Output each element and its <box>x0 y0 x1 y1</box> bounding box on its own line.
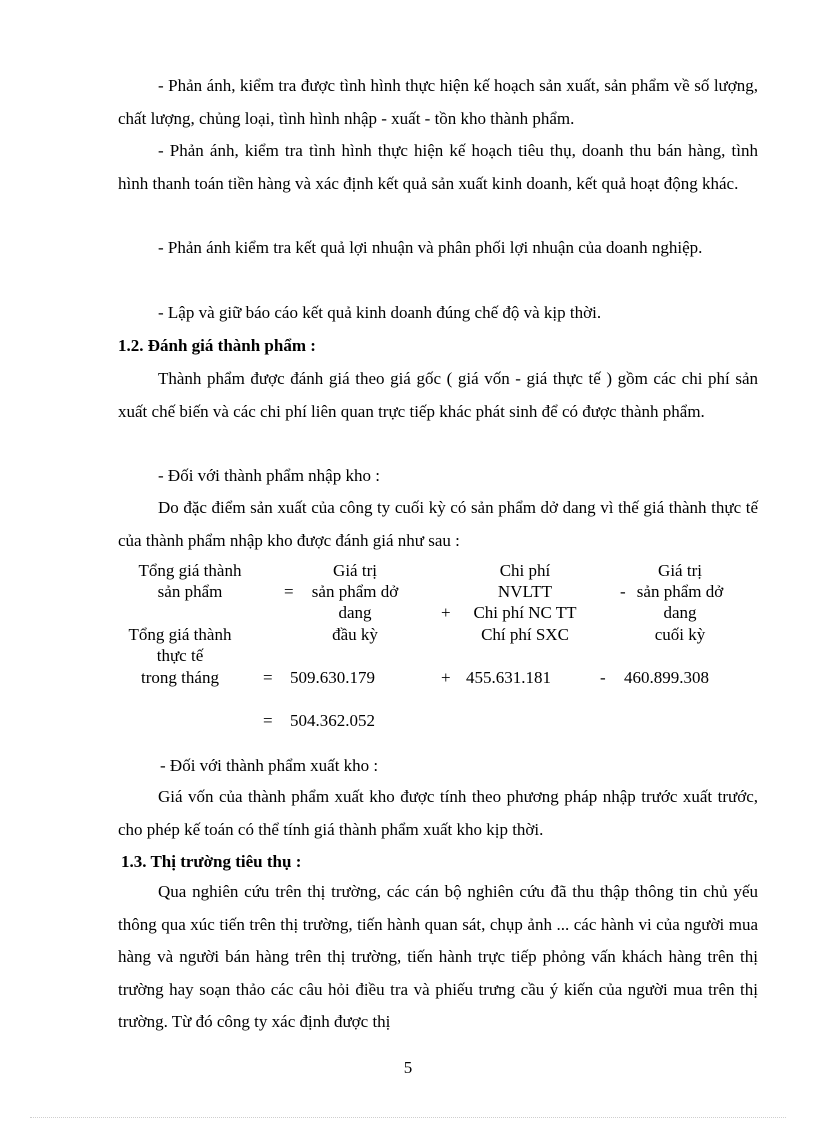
formula-cost-line3: Chi phí NC TT <box>473 603 577 622</box>
value-closing-wip: 460.899.308 <box>624 668 709 687</box>
section-heading-1-3: 1.3. Thị trường tiêu thụ : <box>121 852 302 871</box>
formula-equals: = <box>284 582 294 601</box>
formula-closing-wip-line2: sản phẩm dở <box>636 582 724 601</box>
formula-row2-line1: Tổng giá thành <box>128 625 232 644</box>
formula-minus: - <box>620 582 626 601</box>
paragraph-bullet-1: - Phản ánh, kiểm tra được tình hình thực hiện kế hoạch sản xuất, sản phẩm về số lượng, chất lượng, chủng loại, tình hình nhập - xuất - tồn kho thành phẩm. <box>118 76 758 128</box>
formula-cost-line4: Chí phí SXC <box>481 625 569 644</box>
formula-row2-line3: trong tháng <box>141 668 219 687</box>
value-total-cost: 504.362.052 <box>290 711 375 730</box>
formula-opening-wip-line1: Giá trị <box>333 561 377 580</box>
formula-equals-2: = <box>263 668 273 687</box>
page-bottom-divider <box>30 1117 786 1118</box>
paragraph-bullet-3: - Phản ánh kiểm tra kết quả lợi nhuận và phân phối lợi nhuận của doanh nghiệp. <box>158 238 703 257</box>
formula-closing-wip-line3: dang <box>663 603 697 622</box>
formula-lhs-line1: Tổng giá thành <box>138 561 242 580</box>
formula-equals-3: = <box>263 711 273 730</box>
formula-cost-line2: NVLTT <box>497 582 553 601</box>
value-production-cost: 455.631.181 <box>466 668 551 687</box>
formula-plus: + <box>441 603 451 622</box>
formula-opening-wip-line2: sản phẩm dở <box>311 582 399 601</box>
formula-plus-2: + <box>441 668 451 687</box>
formula-closing-wip-line4: cuối kỳ <box>654 625 706 644</box>
paragraph-bullet-4: - Lập và giữ báo cáo kết quả kinh doanh đúng chế độ và kịp thời. <box>158 303 602 322</box>
nhap-kho-title: - Đối với thành phẩm nhập kho : <box>158 466 380 485</box>
section-1-2-intro: Thành phẩm được đánh giá theo giá gốc ( giá vốn - giá thực tế ) gồm các chi phí sản xuất chế biến và các chi phí liên quan trực tiếp khác phát sinh để có được thành phẩm. <box>118 369 758 421</box>
formula-row2-line2: thực tế <box>156 646 204 665</box>
formula-opening-wip-line3: dang <box>338 603 372 622</box>
formula-cost-line1: Chi phí <box>499 561 551 580</box>
paragraph-bullet-2: - Phản ánh, kiểm tra tình hình thực hiện kế hoạch tiêu thụ, doanh thu bán hàng, tình hình thanh toán tiền hàng và xác định kết quả sản xuất kinh doanh, kết quả hoạt động khác. <box>118 141 758 193</box>
formula-opening-wip-line4: đầu kỳ <box>332 625 378 644</box>
formula-closing-wip-line1: Giá trị <box>658 561 702 580</box>
section-heading-1-2: 1.2. Đánh giá thành phẩm : <box>118 336 316 355</box>
nhap-kho-text: Do đặc điểm sản xuất của công ty cuối kỳ có sản phẩm dở dang vì thế giá thành thực tế của thành phẩm nhập kho được đánh giá như sau : <box>118 498 758 550</box>
section-1-3-text: Qua nghiên cứu trên thị trường, các cán bộ nghiên cứu đã thu thập thông tin chủ yếu thông qua xúc tiến trên thị trường, tiến hành quan sát, chụp ảnh ... các hành vi của người mua hàng và người bán hàng trên thị trường, tiến hành trực tiếp phỏng vấn khách hàng trên thị trường hay soạn thảo các câu hỏi điều tra và phiếu trưng cầu ý kiến của người mua trên thị trường. Từ đó công ty xác định được thị <box>118 882 758 1031</box>
formula-lhs-line2: sản phẩm <box>157 582 223 601</box>
page-number: 5 <box>403 1058 413 1077</box>
xuat-kho-title: - Đối với thành phẩm xuất kho : <box>160 756 379 775</box>
value-opening-wip: 509.630.179 <box>290 668 375 687</box>
formula-minus-2: - <box>600 668 606 687</box>
xuat-kho-text: Giá vốn của thành phẩm xuất kho được tính theo phương pháp nhập trước xuất trước, cho phép kế toán có thể tính giá thành phẩm xuất kho kịp thời. <box>118 787 758 839</box>
